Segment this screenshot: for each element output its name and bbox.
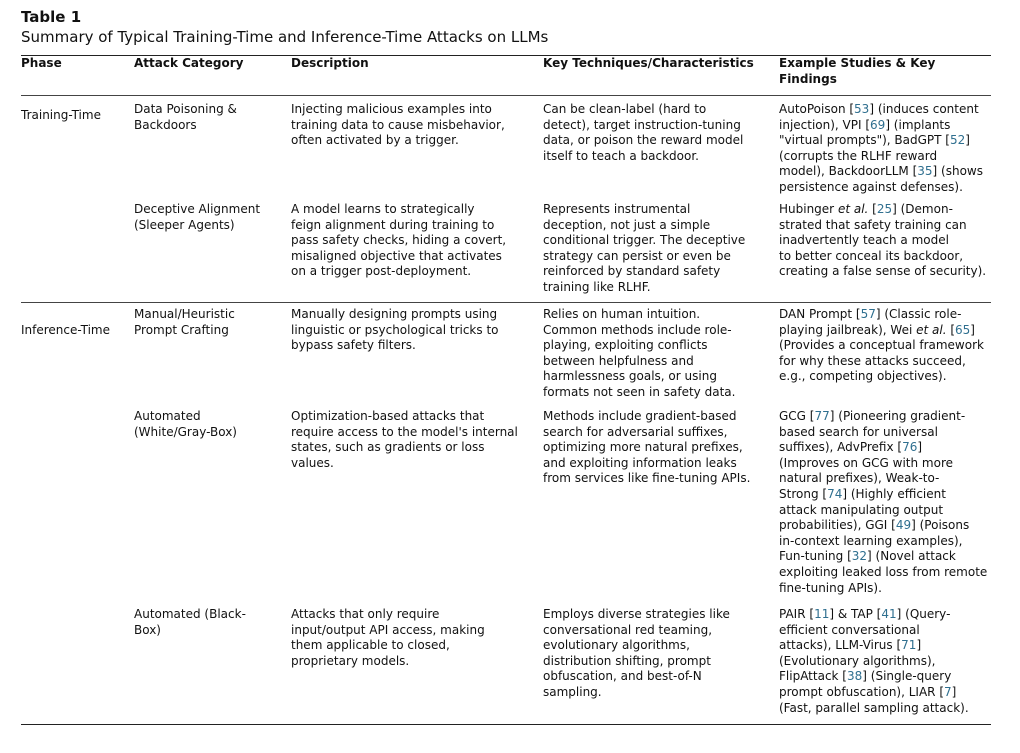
phase-cell: Inference-Time	[21, 323, 110, 337]
header-category: Attack Category	[134, 56, 244, 70]
studies-cell: Hubinger et al. [25] (Demon- strated that safety training can inadvertently teach a model to better conceal its backdoor, creating a false sense of security).	[779, 202, 987, 279]
header-studies: Example Studies & Key Findings	[779, 56, 936, 86]
description-cell: Manually designing prompts using linguistic or psychological tricks to bypass safety filters.	[291, 307, 499, 353]
table-label: Table 1	[21, 8, 82, 26]
techniques-cell: Methods include gradient-based search for adversarial suffixes, optimizing more natural prefixes, and exploiting information leaks from services like fine-tuning APIs.	[543, 409, 751, 486]
description-cell: Injecting malicious examples into training data to cause misbehavior, often activated by a trigger.	[291, 102, 505, 148]
table-row	[21, 96, 991, 202]
category-cell: Data Poisoning & Backdoors	[134, 102, 237, 132]
table-container	[21, 8, 991, 725]
category-cell: Automated (Black- Box)	[134, 607, 246, 637]
description-cell: A model learns to strategically feign alignment during training to pass safety checks, hiding a covert, misaligned objective that activates on a trigger post-deployment.	[291, 202, 507, 279]
category-cell: Manual/Heuristic Prompt Crafting	[134, 307, 235, 337]
techniques-cell: Represents instrumental deception, not just a simple conditional trigger. The deceptive strategy can persist or even be reinforced by standard safety training like RLHF.	[543, 202, 746, 294]
studies-cell: PAIR [11] & TAP [41] (Query- efficient conversational attacks), LLM-Virus [71] (Evolutionary algorithms), FlipAttack [38] (Single-query prompt obfuscation), LIAR [7] (Fast, parallel sampling attack).	[779, 607, 969, 715]
techniques-cell: Can be clean-label (hard to detect), target instruction-tuning data, or poison the reward model itself to teach a backdoor.	[543, 102, 744, 163]
description-cell: Optimization-based attacks that require access to the model's internal states, such as gradients or loss values.	[291, 409, 518, 470]
description-cell: Attacks that only require input/output API access, making them applicable to closed, proprietary models.	[291, 607, 485, 668]
studies-cell: DAN Prompt [57] (Classic role- playing jailbreak), Wei et al. [65] (Provides a conceptual framework for why these attacks succeed, e.g., competing objectives).	[779, 307, 984, 384]
header-row	[21, 56, 991, 95]
category-cell: Automated (White/Gray-Box)	[134, 409, 237, 439]
header-phase: Phase	[21, 56, 62, 70]
table-caption: Summary of Typical Training-Time and Inference-Time Attacks on LLMs	[21, 28, 549, 46]
header-techniques: Key Techniques/Characteristics	[543, 56, 754, 70]
studies-cell: AutoPoison [53] (induces content injection), VPI [69] (implants "virtual prompts"), BadGPT [52] (corrupts the RLHF reward model), BackdoorLLM [35] (shows persistence against defenses).	[779, 102, 983, 194]
phase-cell: Training-Time	[21, 108, 101, 122]
table-row	[21, 607, 991, 724]
studies-cell: GCG [77] (Pioneering gradient- based search for universal suffixes), AdvPrefix [76] (Improves on GCG with more natural prefixes), Weak-to- Strong [74] (Highly efficient attack manipulating output probabilities), GGI [49] (Poisons in-context learning examples), Fun-tuning [32] (Novel attack exploiting leaked loss from remote fine-tuning APIs).	[779, 409, 988, 595]
category-cell: Deceptive Alignment (Sleeper Agents)	[134, 202, 261, 232]
header-description: Description	[291, 56, 369, 70]
techniques-cell: Employs diverse strategies like conversational red teaming, evolutionary algorithms, distribution shifting, prompt obfuscation, and best-of-N sampling.	[543, 607, 730, 699]
table-row	[21, 409, 991, 607]
bottom-rule	[21, 724, 991, 725]
techniques-cell: Relies on human intuition. Common methods include role- playing, exploiting conflicts between helpfulness and harmlessness goals, or using formats not seen in safety data.	[543, 307, 736, 399]
table-row	[21, 303, 991, 409]
table-row	[21, 202, 991, 302]
